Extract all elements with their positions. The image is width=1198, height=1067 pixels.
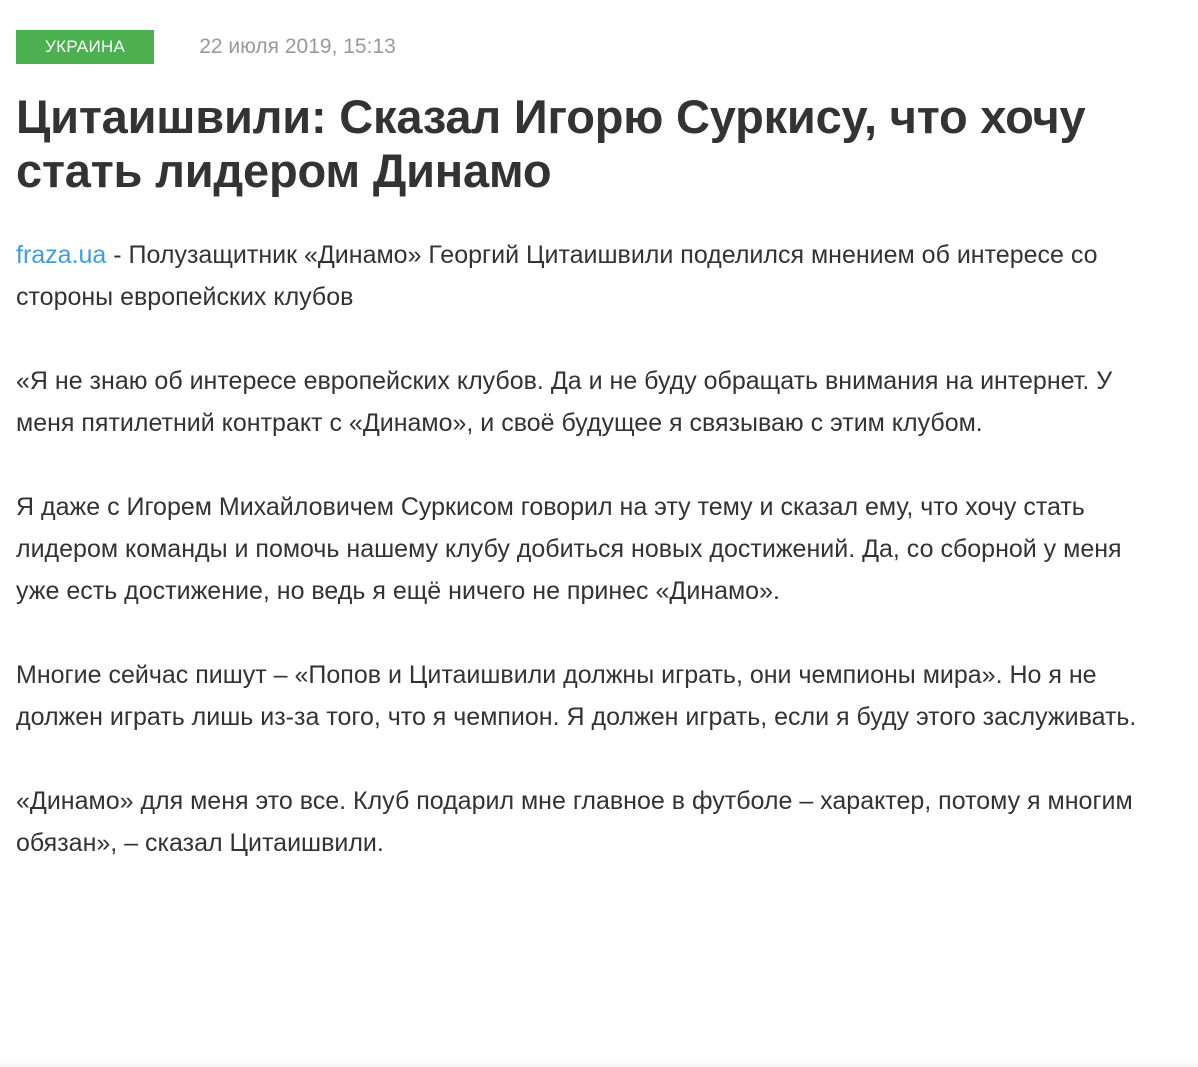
article-meta (16, 30, 1166, 64)
publish-date: 22 июля 2019, 15:13 (199, 35, 396, 58)
article-headline: Цитаишвили: Сказал Игорю Суркису, что хочу стать лидером Динамо (16, 90, 1086, 197)
news-article (16, 30, 1166, 906)
body-paragraph: Я даже с Игорем Михайловичем Суркисом говорил на эту тему и сказал ему, что хочу стать лидером команды и помочь нашему клубу добиться новых достижений. Да, со сборной у меня уже есть достижение, но ведь я ещё ничего не принес «Динамо». (16, 493, 1122, 605)
category-badge[interactable]: УКРАИНА (16, 30, 154, 64)
lead-text: - Полузащитник «Динамо» Георгий Цитаишвили поделился мнением об интересе со стороны европейских клубов (16, 241, 1098, 311)
source-link[interactable]: fraza.ua (16, 241, 107, 269)
page-bottom-edge (0, 1059, 1198, 1067)
lead-paragraph (16, 234, 1166, 318)
body-paragraph: «Я не знаю об интересе европейских клубов. Да и не буду обращать внимания на интернет. У меня пятилетний контракт с «Динамо», и своё будущее я связываю с этим клубом. (16, 367, 1113, 437)
article-body (16, 234, 1166, 864)
body-paragraph: «Динамо» для меня это все. Клуб подарил мне главное в футболе – характер, потому я многим обязан», – сказал Цитаишвили. (16, 787, 1133, 857)
body-paragraph: Многие сейчас пишут – «Попов и Цитаишвили должны играть, они чемпионы мира». Но я не должен играть лишь из-за того, что я чемпион. Я должен играть, если я буду этого заслуживать. (16, 661, 1137, 731)
